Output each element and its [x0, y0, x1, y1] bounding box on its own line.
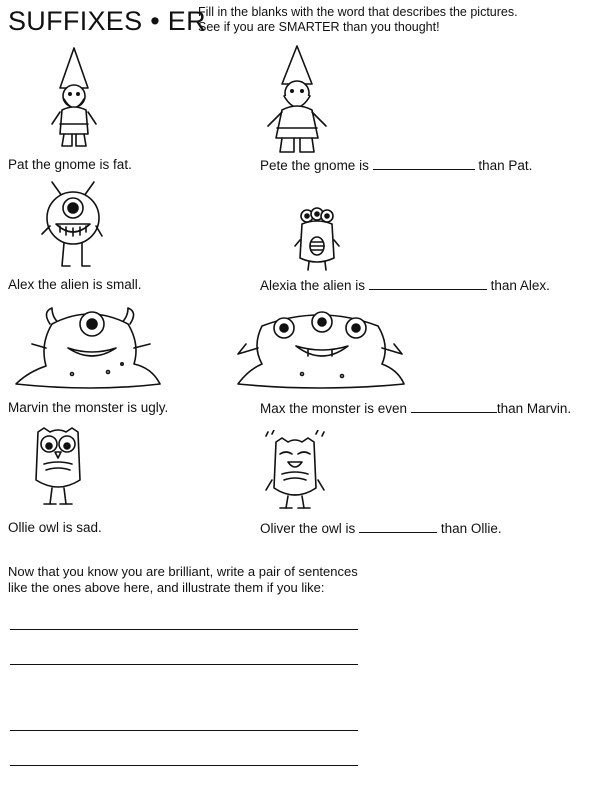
- writing-prompt: [8, 564, 358, 596]
- sentence-1-right-end: than Pat.: [478, 158, 533, 173]
- gnome-big-illustration: [262, 42, 332, 156]
- owl-sad-illustration: [30, 424, 86, 512]
- writing-line-4[interactable]: [10, 765, 358, 766]
- sentence-1-right: [260, 157, 532, 174]
- answer-blank-4[interactable]: [359, 520, 437, 533]
- writing-line-2[interactable]: [10, 664, 358, 665]
- sentence-2-left: Alex the alien is small.: [8, 277, 142, 292]
- instructions: [198, 5, 518, 35]
- monster-one-illustration: [12, 304, 172, 392]
- instruction-line-1: Fill in the blanks with the word that describes the pictures.: [198, 5, 518, 19]
- answer-blank-2[interactable]: [369, 277, 487, 290]
- sentence-3-right-end: than Marvin.: [496, 401, 572, 416]
- writing-prompt-line-1: Now that you know you are brilliant, write a pair of sentences: [8, 564, 358, 579]
- sentence-2-right: [260, 277, 550, 294]
- page-title: SUFFIXES • ER: [8, 6, 206, 36]
- alien-small-illustration: [294, 206, 340, 272]
- owl-crying-illustration: [262, 430, 328, 512]
- answer-blank-1[interactable]: [373, 157, 475, 170]
- gnome-small-illustration: [44, 44, 104, 150]
- sentence-3-right: [260, 400, 571, 417]
- sentence-4-left: Ollie owl is sad.: [8, 520, 102, 535]
- instruction-line-2: See if you are SMARTER than you thought!: [198, 20, 440, 34]
- sentence-4-right-end: than Ollie.: [440, 521, 502, 536]
- sentence-2-right-start: Alexia the alien is: [260, 278, 366, 293]
- sentence-2-right-end: than Alex.: [490, 278, 550, 293]
- writing-line-3[interactable]: [10, 730, 358, 731]
- alien-big-illustration: [38, 180, 108, 272]
- monster-two-illustration: [232, 304, 408, 390]
- sentence-1-left: Pat the gnome is fat.: [8, 157, 132, 172]
- sentence-4-right-start: Oliver the owl is: [260, 521, 356, 536]
- sentence-3-left: Marvin the monster is ugly.: [8, 400, 169, 415]
- writing-line-1[interactable]: [10, 629, 358, 630]
- sentence-1-right-start: Pete the gnome is: [260, 158, 369, 173]
- sentence-3-right-start: Max the monster is even: [260, 401, 408, 416]
- writing-prompt-line-2: like the ones above here, and illustrate them if you like:: [8, 580, 325, 595]
- answer-blank-3[interactable]: [411, 400, 497, 413]
- sentence-4-right: [260, 520, 502, 537]
